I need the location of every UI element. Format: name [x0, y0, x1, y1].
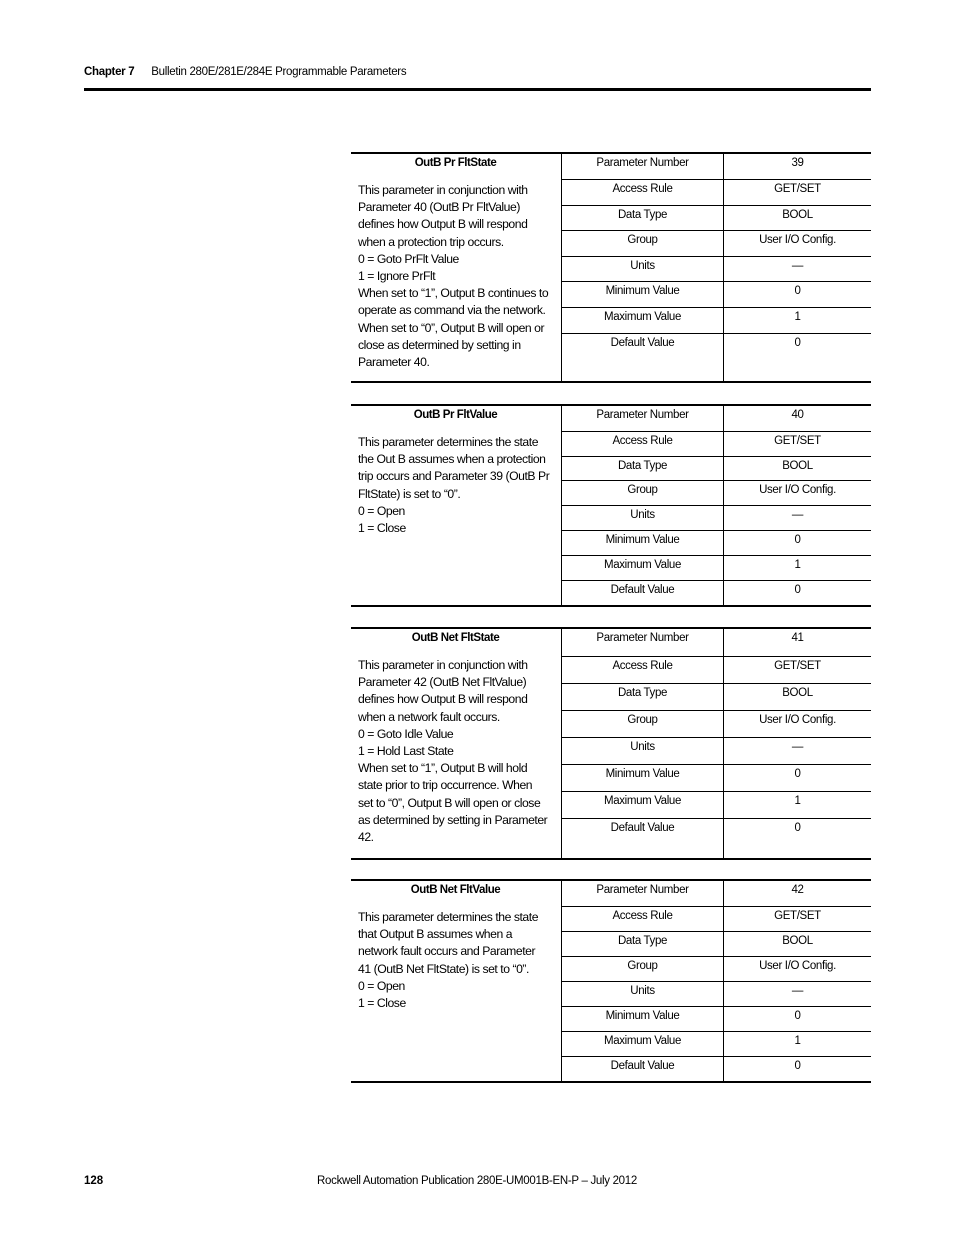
row-value: User I/O Config. [724, 710, 872, 737]
description-line: When set to “1”, Output B will hold [358, 761, 528, 776]
row-label: Units [562, 737, 724, 764]
row-value: BOOL [724, 931, 872, 956]
row-label: Group [562, 710, 724, 737]
row-value: — [724, 505, 872, 530]
row-value: 1 [724, 555, 872, 580]
parameter-name: OutB Net FltValue [410, 884, 501, 896]
parameter-description-cell [351, 154, 562, 381]
description-line: 1 = Close [358, 521, 406, 536]
description-line: close as determined by setting in [358, 337, 521, 352]
table-row [351, 629, 871, 656]
row-value: GET/SET [724, 906, 872, 931]
row-value: GET/SET [724, 656, 872, 683]
row-value: 0 [724, 764, 872, 791]
parameter-table [351, 154, 871, 381]
row-label: Group [562, 230, 724, 256]
description-line: 1 = Close [358, 996, 406, 1011]
description-line: This parameter determines the state [358, 435, 539, 449]
row-label: Units [562, 981, 724, 1006]
table-bottom-rule [351, 858, 871, 860]
row-value: User I/O Config. [724, 480, 872, 505]
table-row [351, 881, 871, 906]
row-value: 0 [724, 281, 872, 307]
chapter-title: Bulletin 280E/281E/284E Programmable Parameters [151, 66, 407, 78]
row-value: 40 [791, 409, 804, 421]
parameter-description-cell [351, 881, 562, 1081]
row-label: Units [562, 256, 724, 281]
row-value: 0 [724, 1056, 872, 1081]
parameter-table [351, 406, 871, 605]
row-value: 0 [724, 1006, 872, 1031]
row-value: — [724, 256, 872, 281]
description-line: state prior to trip occurrence. When [358, 778, 533, 793]
row-value: 0 [724, 333, 872, 381]
row-label: Maximum Value [562, 1031, 724, 1056]
row-label: Default Value [562, 1056, 724, 1081]
table-bottom-rule [351, 605, 871, 607]
row-value: — [724, 737, 872, 764]
row-value: 1 [724, 791, 872, 818]
table-row [351, 406, 871, 431]
description-line: 0 = Goto Idle Value [358, 726, 454, 741]
row-value: 42 [791, 884, 804, 896]
row-value: BOOL [724, 456, 872, 480]
row-value: GET/SET [724, 431, 872, 456]
row-label: Parameter Number [562, 154, 724, 179]
description-line: 41 (OutB Net FltState) is set to “0”. [358, 961, 529, 976]
row-label: Units [562, 505, 724, 530]
description-line: 1 = Ignore PrFlt [358, 269, 436, 284]
description-line: defines how Output B will respond [358, 217, 528, 232]
parameter-description-cell [351, 406, 562, 605]
row-label: Parameter Number [562, 881, 724, 906]
description-line: Parameter 40. [358, 355, 430, 370]
description-line: This parameter determines the state [358, 910, 539, 924]
row-value: User I/O Config. [724, 230, 872, 256]
description-line: operate as command via the network. [358, 303, 546, 318]
row-label: Group [562, 480, 724, 505]
description-line: defines how Output B will respond [358, 692, 528, 707]
row-label: Minimum Value [562, 1006, 724, 1031]
description-line: network fault occurs and Parameter [358, 944, 536, 959]
description-line: This parameter in conjunction with [358, 183, 528, 197]
page-number: 128 [84, 1175, 104, 1187]
row-label: Access Rule [562, 431, 724, 456]
row-value: BOOL [724, 683, 872, 710]
description-line: This parameter in conjunction with [358, 658, 528, 672]
description-line: that Output B assumes when a [358, 927, 513, 942]
row-value: 0 [724, 818, 872, 858]
row-label: Data Type [562, 931, 724, 956]
row-label: Minimum Value [562, 530, 724, 555]
row-label: Default Value [562, 818, 724, 858]
table-bottom-rule [351, 1081, 871, 1083]
row-label: Access Rule [562, 656, 724, 683]
row-label: Data Type [562, 456, 724, 480]
chapter-label: Chapter 7 [84, 66, 135, 78]
row-label: Group [562, 956, 724, 981]
row-value: User I/O Config. [724, 956, 872, 981]
row-value: BOOL [724, 205, 872, 230]
description-line: 0 = Open [358, 503, 405, 518]
publication-footer: Rockwell Automation Publication 280E-UM001B-EN-P – July 2012 [317, 1175, 637, 1187]
row-label: Minimum Value [562, 281, 724, 307]
description-line: When set to “0”, Output B will open or [358, 320, 545, 335]
description-line: When set to “1”, Output B continues to [358, 286, 549, 301]
parameter-table [351, 881, 871, 1081]
parameter-name: OutB Pr FltValue [413, 409, 498, 421]
table-bottom-rule [351, 381, 871, 383]
row-label: Maximum Value [562, 555, 724, 580]
description-line: 42. [358, 830, 374, 845]
description-line: set to “0”, Output B will open or close [358, 795, 541, 810]
table-row [351, 154, 871, 179]
parameter-name: OutB Net FltState [411, 632, 500, 644]
row-label: Access Rule [562, 179, 724, 205]
parameter-name: OutB Pr FltState [414, 157, 497, 169]
row-value: 0 [724, 580, 872, 605]
description-line: 0 = Open [358, 978, 405, 993]
description-line: when a network fault occurs. [358, 709, 500, 724]
row-label: Minimum Value [562, 764, 724, 791]
row-value: 0 [724, 530, 872, 555]
description-line: 0 = Goto PrFlt Value [358, 251, 459, 266]
description-line: when a protection trip occurs. [358, 234, 504, 249]
description-line: the Out B assumes when a protection [358, 452, 546, 467]
description-line: FltState) is set to “0”. [358, 486, 461, 501]
row-value: 39 [791, 157, 804, 169]
row-label: Maximum Value [562, 791, 724, 818]
header-rule [84, 88, 871, 91]
row-value: 1 [724, 307, 872, 333]
row-value: — [724, 981, 872, 1006]
description-line: Parameter 40 (OutB Pr FltValue) [358, 200, 520, 215]
description-line: Parameter 42 (OutB Net FltValue) [358, 675, 527, 690]
row-value: GET/SET [724, 179, 872, 205]
parameter-description-cell [351, 629, 562, 858]
row-label: Default Value [562, 580, 724, 605]
row-label: Maximum Value [562, 307, 724, 333]
row-label: Parameter Number [562, 629, 724, 656]
parameter-table [351, 629, 871, 858]
row-label: Data Type [562, 205, 724, 230]
row-label: Parameter Number [562, 406, 724, 431]
description-line: trip occurs and Parameter 39 (OutB Pr [358, 469, 550, 484]
description-line: as determined by setting in Parameter [358, 812, 548, 827]
row-label: Data Type [562, 683, 724, 710]
row-label: Access Rule [562, 906, 724, 931]
description-line: 1 = Hold Last State [358, 744, 454, 759]
row-value: 1 [724, 1031, 872, 1056]
row-label: Default Value [562, 333, 724, 381]
page-header [84, 66, 406, 78]
row-value: 41 [791, 632, 804, 644]
